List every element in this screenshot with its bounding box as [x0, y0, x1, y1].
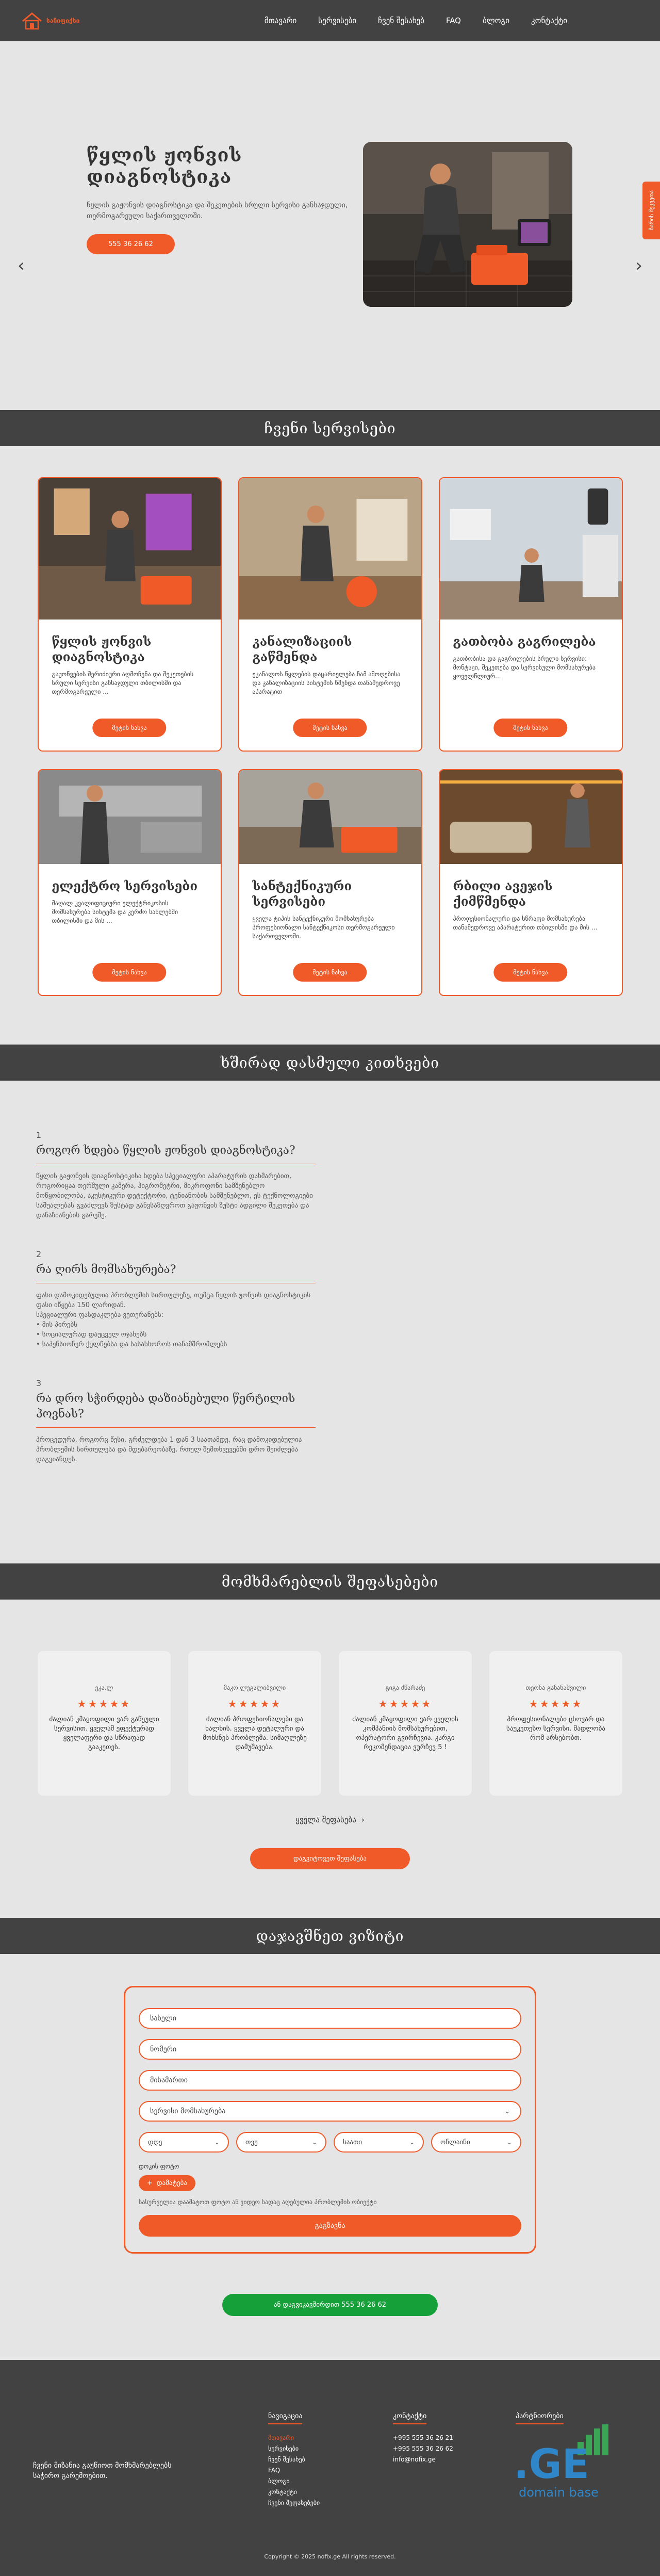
faq-item	[36, 1249, 316, 1349]
chevron-down-icon: ⌄	[504, 2108, 510, 2115]
minute-select[interactable]	[431, 2132, 521, 2153]
service-image-heating	[440, 478, 622, 619]
service-title-plumbing: სანტექნიკური სერვისები	[252, 878, 352, 909]
service-title-leak: წყლის ჟონვის დიაგნოსტიკა	[52, 634, 152, 664]
services-grid-row2	[0, 769, 660, 996]
slider-next-arrow-icon[interactable]: ›	[635, 255, 642, 276]
hero-phone-button[interactable]: 555 36 26 62	[87, 234, 175, 254]
service-card-electric	[38, 769, 222, 996]
footer-email[interactable]: info@nofix.ge	[393, 2456, 436, 2463]
faq-answer: წყლის გაჟონვის დიაგნოსტიკისა ხდება სპეციალური აპარატურის დახმარებით, როგორიცაა თერმული კამერა, ჰიგრომეტრი, მიკროფონი სამშენებლო მოწყობილობა, აკუსტიკური დეტექტორი, ტენიანობის სამშენებლო, ეს ტექნოლოგიები საშუალებას გვაძლევს ზუსტად განვსაზღვროთ გაჟონვის ზუსტი ადგილი შეკეთება და დანაზიანების გარეშე.	[36, 1172, 313, 1219]
footer-link-contact[interactable]: კონტაქტი	[268, 2488, 297, 2496]
service-text-heating: გათბობისა და გაგრილების სრული სერვისი: მონტაჟი, შეკეთება და სერვისული მომსახურება ყოველწლიურ...	[453, 655, 596, 680]
faq-item	[36, 1378, 316, 1464]
service-image-electric	[39, 770, 221, 864]
service-text-electric: მაღალ კვალიფიციური ელექტრიკოსის მომსახურება სისტემა და კერძო სახლებში თბილისში და მის ...	[52, 900, 178, 924]
service-text-leak: გაჟონვების მერიძიური აღმოჩენა და შეკეთების სრული სერვისი განსაჯდული თბილისში და თერმოგარეული ...	[52, 671, 194, 695]
review-author: მაკო ლუგალიშვილი	[223, 1684, 286, 1691]
reviews-row	[0, 1651, 660, 1796]
service-card-plumbing	[238, 769, 422, 996]
domain-base-logo-text: .GE	[514, 2441, 589, 2488]
faq-item	[36, 1130, 316, 1220]
review-author: ეკა.ლ	[95, 1684, 113, 1691]
domain-base-logo[interactable]	[514, 2424, 617, 2502]
month-select[interactable]	[236, 2132, 326, 2153]
name-input[interactable]: სახელი	[139, 2008, 521, 2029]
hero-content	[87, 144, 355, 254]
day-select[interactable]	[139, 2132, 229, 2153]
all-reviews-label: ყველა შეფასება	[295, 1815, 356, 1824]
service-more-button-sewer[interactable]: მეტის ნახვა	[293, 719, 367, 737]
footer-contacts	[393, 2410, 453, 2465]
datetime-selects	[139, 2132, 521, 2153]
reviews-section	[0, 1600, 660, 1918]
service-card-leak	[38, 477, 222, 752]
house-logo-icon	[21, 11, 43, 30]
phone-input[interactable]: ნომერი	[139, 2039, 521, 2060]
service-image-plumbing	[239, 770, 421, 864]
booking-section	[0, 1954, 660, 2347]
site-footer	[0, 2360, 660, 2576]
review-author: თეონა განანაშვილი	[525, 1684, 586, 1691]
faq-answer: პროცედურა, როგორც წესი, გრძელდება 1 დან 3 საათამდე, რაც დამოკიდებულია პრობლემის სირთულესა და მდებარეობაზე. რთულ შემთხვევებში დრო შეიძლება დაგვიანდეს.	[36, 1436, 302, 1463]
review-text: ძალიან პროფესიონალები და ხალხის. ყველა დეტალური და მოხსნეს პრობლემა. სიმაღლეზე დამუშავება.	[203, 1716, 307, 1751]
minute-select-value: ონლაინი	[440, 2138, 470, 2146]
logo-text: საჩიფიქსი	[46, 17, 80, 24]
slider-prev-arrow-icon[interactable]: ‹	[18, 255, 25, 276]
faq-question[interactable]: რა ღირს მომსახურება?	[36, 1262, 316, 1283]
submit-button[interactable]: გაგზავნა	[139, 2215, 521, 2237]
faq-number: 2	[36, 1249, 42, 1259]
nav-contact[interactable]: კონტაქტი	[531, 16, 567, 25]
services-section	[0, 446, 660, 1045]
rating-stars-icon: ★★★★★	[77, 1698, 131, 1710]
faq-number: 3	[36, 1378, 42, 1388]
hero-text: წყლის გაჟონვის დიაგნოსტიკა და შეკეთების სრული სერვისი განსაჯდული, თერმოგარეული საქართველოში.	[87, 201, 348, 220]
review-text: პროფესიონალები ცხოვარ და საუკეთესო სერვისი. მადლობა რომ არსებობთ.	[506, 1716, 605, 1742]
faq-question[interactable]: როგორ ხდება წყლის ჟონვის დიაგნოსტიკა?	[36, 1143, 316, 1164]
service-title-heating: გათბობა გაგრილება	[453, 634, 596, 649]
service-more-button-plumbing[interactable]: მეტის ნახვა	[293, 963, 367, 982]
faq-number: 1	[36, 1130, 42, 1140]
footer-link-about[interactable]: ჩვენ შესახებ	[268, 2456, 305, 2463]
hero-title: წყლის ჟონვის დიაგნოსტიკა	[87, 144, 242, 188]
service-image-cleaning	[440, 770, 622, 864]
domain-base-logo-subtext: domain base	[519, 2485, 599, 2500]
footer-link-faq[interactable]: FAQ	[268, 2467, 280, 2474]
faq-section	[0, 1081, 660, 1563]
footer-link-blog[interactable]: ბლოგი	[268, 2477, 290, 2485]
faq-answer: ფასი დამოკიდებულია პრობლემის სირთულეზე, თუმცა წყლის ჟონვის დიაგნოსტიკის ფასი იწყება 150 ლარიდან. სპეციალური ფასდაკლება ვეთერანებს: • მის პირებს • სოციალურად დაუცველ ოჯახებს • საპენსიონერ ქულჩებსა და სასახსოროს თანამშრომლებს	[36, 1292, 311, 1348]
add-photo-label: დამატება	[156, 2179, 187, 2187]
footer-nav-title: ნავიგაცია	[268, 2412, 302, 2424]
photo-hint: სასურველია დაამატოთ ფოტო ან ვიდეო სადაც აღებულია პრობლემის ობიექტი	[139, 2198, 377, 2206]
review-card	[38, 1651, 171, 1796]
footer-contact-title: კონტაქტი	[393, 2412, 426, 2424]
logo[interactable]	[21, 11, 79, 30]
service-more-button-electric[interactable]: მეტის ნახვა	[92, 963, 166, 982]
footer-link-services[interactable]: სერვისები	[268, 2445, 299, 2452]
review-text: ძალიან კმაყოფილი ვარ ეველის კომპანიის მომსახურებით, ოპერატორი გვირჩევია. კარგი რეკომენდაცია ვურჩევ 5 !	[352, 1716, 458, 1751]
month-select-value: თვე	[245, 2138, 258, 2146]
chevron-down-icon: ⌄	[311, 2139, 317, 2146]
footer-about: ჩვენი მიზანია გაუწიოთ მომხმარებლებს საჭირო გარემოებით.	[33, 2461, 172, 2480]
call-us-button[interactable]: ან დაგვიკავშირდით 555 36 26 62	[222, 2294, 438, 2316]
service-more-button-cleaning[interactable]: მეტის ნახვა	[493, 963, 567, 982]
nav-blog[interactable]: ბლოგი	[483, 16, 510, 25]
side-tab-label: ზარის შეკვეთა	[648, 190, 655, 231]
nav-home[interactable]: მთავარი	[264, 16, 297, 25]
copyright: Copyright © 2025 nofix.ge All rights reserved.	[264, 2553, 396, 2560]
review-text: ძალიან კმაყოფილი ვარ გაწეული სერვისით. ყველამ ეფექტურად ყველაფერი და სწრაფად გააკეთეს.	[49, 1716, 159, 1751]
nav-about[interactable]: ჩვენ შესახებ	[378, 16, 424, 25]
service-text-cleaning: პროფესიონალური და სწრაფი მომსახურება თანამედროვე აპარატურით თბილისში და მის ...	[453, 915, 598, 931]
service-more-button-heating[interactable]: მეტის ნახვა	[493, 719, 567, 737]
service-title-cleaning: რბილი ავეჯის ქიმწმენდა	[453, 878, 553, 909]
rating-stars-icon: ★★★★★	[529, 1698, 583, 1710]
callback-side-tab[interactable]	[642, 182, 660, 239]
hero-image	[363, 142, 572, 307]
day-select-value: დღე	[148, 2138, 162, 2146]
footer-phone-2[interactable]: +995 555 36 26 62	[393, 2445, 453, 2452]
service-text-sewer: ეკანალოს წყლების დაცარიელება ჩამ ამოღებისა და კანალიზაციის სისტემის წმენდა თანამედროვე აპარატით	[252, 671, 401, 695]
plus-icon: +	[147, 2179, 153, 2187]
review-author: გიგა ძწარაძე	[385, 1684, 425, 1691]
services-heading: ჩვენი სერვისები	[0, 410, 660, 446]
leave-review-button[interactable]: დაგვიტოვეთ შეფასება	[250, 1848, 410, 1869]
service-card-heating	[439, 477, 623, 752]
service-image-sewer	[239, 478, 421, 619]
footer-link-home[interactable]: მთავარი	[268, 2434, 294, 2441]
all-reviews-link[interactable]	[295, 1815, 365, 1824]
footer-phone-1[interactable]: +995 555 36 26 21	[393, 2434, 453, 2441]
add-photo-button[interactable]	[139, 2175, 195, 2191]
service-card-sewer	[238, 477, 422, 752]
hour-select-value: საათი	[343, 2138, 362, 2146]
footer-link-reviews[interactable]: ჩვენი შეფასებები	[268, 2499, 320, 2506]
hero-slider	[0, 41, 660, 410]
footer-partner-title: პარტნიორები	[516, 2412, 564, 2424]
service-select[interactable]	[139, 2101, 521, 2122]
nav-services[interactable]: სერვისები	[318, 16, 357, 25]
services-grid	[0, 477, 660, 752]
service-more-button-leak[interactable]: მეტის ნახვა	[92, 719, 166, 737]
chevron-down-icon: ⌄	[214, 2139, 220, 2146]
main-nav	[265, 16, 567, 25]
nav-faq[interactable]: FAQ	[446, 16, 461, 25]
review-card	[188, 1651, 321, 1796]
reviews-heading: მომხმარებლის შეფასებები	[0, 1563, 660, 1600]
address-input[interactable]: მისამართი	[139, 2070, 521, 2091]
site-header	[0, 0, 660, 41]
service-title-sewer: კანალიზაციის გაწმენდა	[252, 634, 352, 664]
photo-label: დოკის ფოტო	[139, 2163, 179, 2170]
hour-select[interactable]	[334, 2132, 424, 2153]
booking-form	[124, 1986, 536, 2254]
chevron-down-icon: ⌄	[506, 2139, 512, 2146]
review-card	[489, 1651, 622, 1796]
rating-stars-icon: ★★★★★	[378, 1698, 433, 1710]
faq-question[interactable]: რა დრო სჭირდება დაზიანებული წერტილის პოვნას?	[36, 1391, 316, 1428]
rating-stars-icon: ★★★★★	[227, 1698, 282, 1710]
service-select-value: სერვისი მომსახურება	[150, 2107, 226, 2115]
chevron-down-icon: ⌄	[409, 2139, 415, 2146]
faq-heading: ხშირად დასმული კითხვები	[0, 1045, 660, 1081]
service-card-cleaning	[439, 769, 623, 996]
chevron-right-icon: ›	[361, 1815, 365, 1824]
booking-heading: დაჯავშნეთ ვიზიტი	[0, 1918, 660, 1954]
service-text-plumbing: ყველა ტიპის სანტექნიკური მომსახურება პროფესიონალი სანტექნიკოსი თერმოგარეული საქართველოში.	[252, 915, 395, 940]
footer-nav	[268, 2410, 320, 2508]
service-title-electric: ელექტრო სერვისები	[52, 878, 198, 893]
review-card	[339, 1651, 472, 1796]
service-image-leak	[39, 478, 221, 619]
